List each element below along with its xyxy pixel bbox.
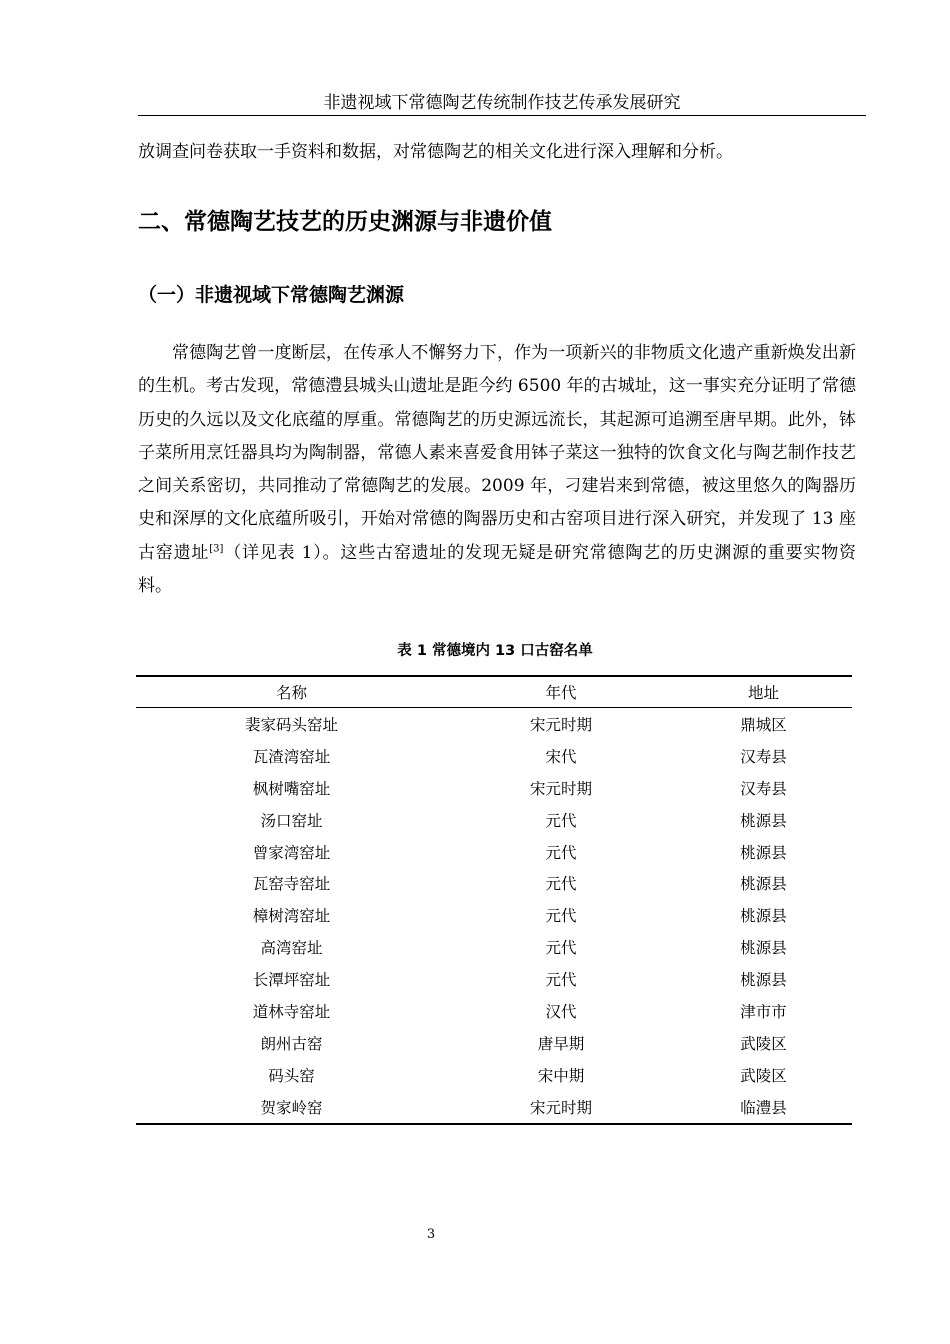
section-heading: 二、常德陶艺技艺的历史渊源与非遗价值 [138,209,552,235]
cell-place: 桃源县 [740,907,787,926]
cell-era: 宋中期 [537,1066,585,1085]
cell-era: 元代 [545,939,577,958]
cell-place: 临澧县 [740,1098,787,1117]
cell-era: 宋元时期 [529,779,592,798]
cell-name: 枫树嘴窑址 [252,779,331,798]
cell-era: 元代 [545,875,577,894]
cell-place: 桃源县 [740,811,787,830]
table-row [136,804,852,836]
cell-era: 汉代 [545,1002,577,1021]
table-row [136,1059,852,1091]
table-row [136,836,852,868]
cell-place: 桃源县 [740,971,787,990]
cell-name: 道林寺窑址 [252,1002,331,1021]
cell-era: 元代 [545,811,577,830]
cell-name: 朗州古窑 [260,1034,323,1053]
table-row [136,867,852,899]
column-header-era: 年代 [545,684,577,702]
paragraph-text-before-citation: 常德陶艺曾一度断层，在传承人不懈努力下，作为一项新兴的非物质文化遗产重新焕发出新的生机。考古发现，常德澧县城头山遗址是距今约 6500 年的古城址，这一事实充分证明了常德历史的久远以及文化底蕴的厚重。常德陶艺的历史源远流长，其起源可追溯至唐早期。此外，钵子菜所用烹饪器具均为陶制器，常德人素来喜爱食用钵子菜这一独特的饮食文化与陶艺制作技艺之间关系密切，共同推动了常德陶艺的发展。2009 年，刁建岩来到常德，被这里悠久的陶器历史和深厚的文化底蕴所吸引，开始对常德的陶器历史和古窑项目进行深入研究，并发现了 13 座古窑遗址 [138,343,856,563]
cell-era: 宋元时期 [529,1098,592,1117]
cell-place: 鼎城区 [740,715,787,734]
table-row [136,963,852,995]
cell-place: 津市市 [740,1002,787,1021]
table-header-row [136,676,852,708]
table-row [136,772,852,804]
table-row [136,1027,852,1059]
table-row [136,740,852,772]
running-header-title: 非遗视域下常德陶艺传统制作技艺传承发展研究 [323,93,681,113]
cell-place: 桃源县 [740,939,787,958]
header-rule [138,115,866,116]
cell-name: 汤口窑址 [260,811,323,830]
continued-paragraph-line: 放调查问卷获取一手资料和数据，对常德陶艺的相关文化进行深入理解和分析。 [138,142,733,162]
cell-era: 元代 [545,843,577,862]
table-row [136,995,852,1027]
kiln-sites-table [136,675,852,1125]
cell-name: 樟树湾窑址 [252,907,331,926]
cell-place: 桃源县 [740,843,787,862]
table-row [136,931,852,963]
table-row [136,708,852,740]
table-caption: 表 1 常德境内 13 口古窑名单 [397,643,593,659]
cell-era: 唐早期 [537,1034,585,1053]
column-header-name: 名称 [275,684,307,702]
cell-place: 武陵区 [740,1066,787,1085]
cell-name: 瓦渣湾窑址 [252,747,331,766]
cell-place: 汉寿县 [740,779,787,798]
citation-reference[interactable]: [3] [209,543,224,555]
cell-name: 高湾窑址 [260,939,323,958]
cell-era: 元代 [545,907,577,926]
cell-name: 长潭坪窑址 [252,971,331,990]
cell-name: 曾家湾窑址 [252,843,331,862]
cell-place: 汉寿县 [740,747,787,766]
cell-era: 宋元时期 [529,715,592,734]
cell-name: 裴家码头窑址 [244,715,338,734]
cell-place: 桃源县 [740,875,787,894]
table-row [136,1091,852,1124]
cell-place: 武陵区 [740,1034,787,1053]
paragraph-text-after-citation: （详见表 1）。这些古窑遗址的发现无疑是研究常德陶艺的历史渊源的重要实物资料。 [138,542,857,597]
cell-name: 瓦窑寺窑址 [252,875,331,894]
body-paragraph [138,337,856,603]
subsection-heading: （一）非遗视域下常德陶艺渊源 [138,284,405,306]
page-number: 3 [426,1227,436,1242]
cell-name: 贺家岭窑 [260,1098,323,1117]
cell-era: 元代 [545,971,577,990]
cell-era: 宋代 [545,747,577,766]
cell-name: 码头窑 [268,1066,315,1085]
column-header-place: 地址 [747,684,779,702]
table-row [136,899,852,931]
